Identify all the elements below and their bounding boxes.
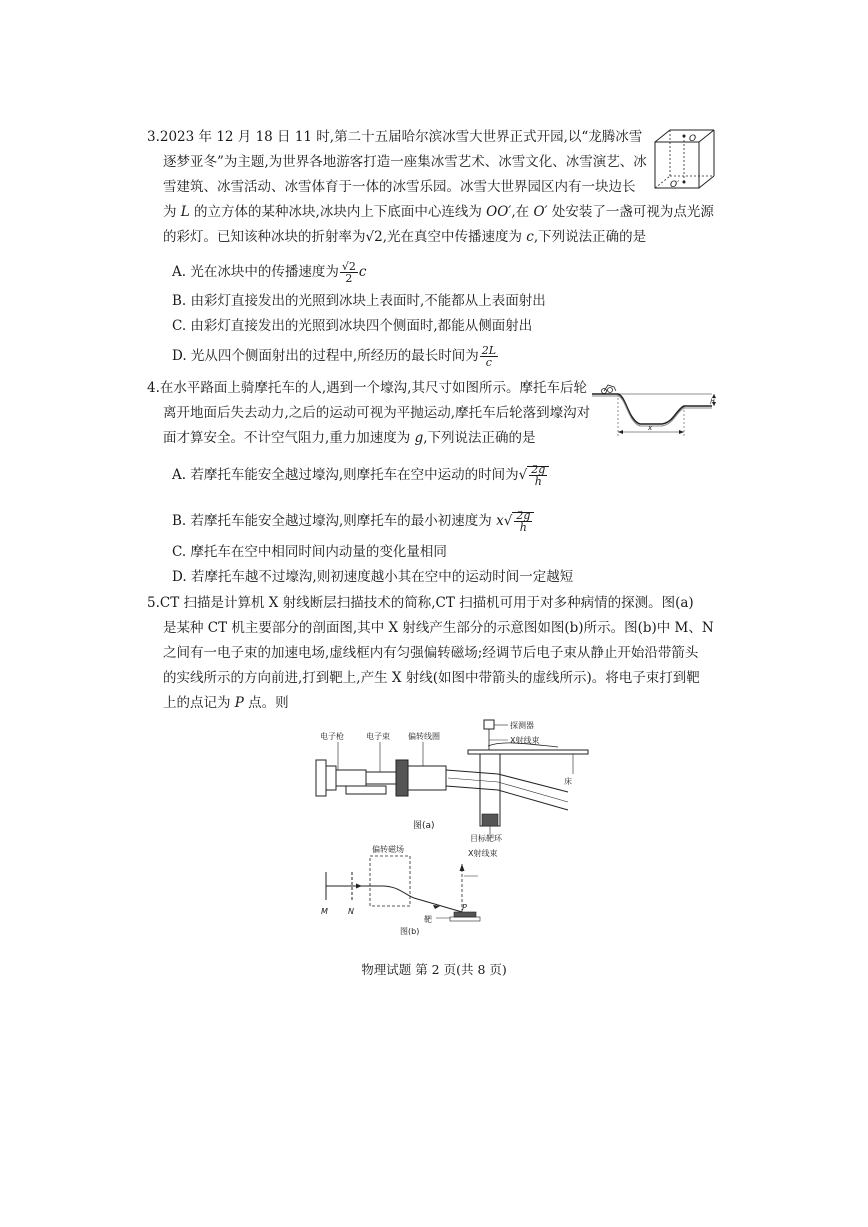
xray-generation-figure — [318, 842, 498, 936]
q3-line-3: 雪建筑、冰雪活动、冰雪体育于一体的冰雪乐园。冰雪大世界园区内有一块边长 — [163, 179, 636, 195]
label-n: N — [348, 907, 354, 916]
q3-line-5: 的彩灯。已知该种冰块的折射率为√2,光在真空中传播速度为 c,下列说法正确的是 — [163, 229, 647, 245]
label-target-ring: 目标靶环 — [470, 834, 502, 843]
q4-line-3: 面才算安全。不计空气阻力,重力加速度为 g,下列说法正确的是 — [163, 430, 536, 446]
q3-line-4: 为 L 的立方体的某种冰块,冰块内上下底面中心连线为 OO′,在 O′ 处安装了一盏可视为点光源 — [163, 204, 714, 220]
label-xray-beam-b: X射线束 — [468, 849, 498, 858]
label-electron-gun: 电子枪 — [320, 732, 344, 741]
label-electron-beam: 电子束 — [366, 732, 390, 741]
label-m: M — [321, 907, 328, 916]
q4-option-c: C. 摩托车在空中相同时间内动量的变化量相同 — [172, 544, 447, 560]
q3-line-1: 3.2023 年 12 月 18 日 11 时,第二十五届哈尔滨冰雪大世界正式开园,以“龙腾冰雪 — [147, 129, 643, 145]
q3-option-b: B. 由彩灯直接发出的光照到冰块上表面时,不能都从上表面射出 — [172, 293, 546, 309]
label-deflection-coil: 偏转线圈 — [408, 732, 440, 741]
cube-label-o-prime: O′ — [670, 180, 680, 190]
ditch-label-h: h — [710, 398, 715, 406]
q3-option-c: C. 由彩灯直接发出的光照到冰块四个侧面时,都能从侧面射出 — [172, 318, 533, 334]
q5-line-5: 上的点记为 P 点。则 — [163, 695, 289, 711]
ct-machine-figure — [298, 714, 588, 842]
q4-option-a: A. 若摩托车能安全越过壕沟,则摩托车在空中运动的时间为√ $\frac{2g}{h}$ — [172, 460, 549, 490]
cube-figure — [650, 124, 720, 194]
figure-b-caption: 图(b) — [400, 927, 420, 936]
figure-a-caption: 图(a) — [413, 821, 435, 831]
q5-line-4: 的实线所示的方向前进,打到靶上,产生 X 射线(如图中带箭头的虚线所示)。将电子束打到靶 — [163, 670, 700, 686]
q3-line-2: 逐梦亚冬”为主题,为世界各地游客打造一座集冰雪艺术、冰雪文化、冰雪演艺、冰 — [163, 154, 647, 170]
cube-label-o: O — [689, 134, 697, 144]
q5-line-3: 之间有一电子束的加速电场,虚线框内有匀强偏转磁场;经调节后电子束从静止开始沿带箭头 — [163, 645, 699, 661]
q4-option-b: B. 若摩托车能安全越过壕沟,则摩托车的最小初速度为 x√ $\frac{2g}{h}$ — [172, 506, 534, 536]
label-target: 靶 — [424, 915, 432, 924]
label-xray-beam-a: X射线束 — [510, 736, 540, 745]
q4-line-2: 离开地面后失去动力,之后的运动可视为平抛运动,摩托车后轮落到壕沟对 — [163, 405, 591, 421]
q5-line-2: 是某种 CT 机主要部分的剖面图,其中 X 射线产生部分的示意图如图(b)所示。图(b)中 M、N — [163, 620, 714, 636]
label-deflection-field: 偏转磁场 — [372, 845, 404, 854]
q3-option-a: A. 光在冰块中的传播速度为 $\frac{√2}{2}$ c — [172, 260, 367, 285]
q4-line-1: 4.在水平路面上骑摩托车的人,遇到一个壕沟,其尺寸如图所示。摩托车后轮 — [147, 380, 587, 396]
q3-option-d: D. 光从四个侧面射出的过程中,所经历的最长时间为 $\frac{2L}{c}$ — [172, 344, 497, 369]
label-p: P — [462, 903, 467, 912]
q5-line-1: 5.CT 扫描是计算机 X 射线断层扫描技术的简称,CT 扫描机可用于对多种病情的探测。图(a) — [147, 595, 694, 611]
page-footer: 物理试题 第 2 页(共 8 页) — [361, 962, 507, 977]
ditch-figure — [590, 380, 720, 442]
label-detector: 探测器 — [510, 721, 534, 730]
label-bed: 床 — [564, 777, 572, 786]
q4-option-d: D. 若摩托车越不过壕沟,则初速度越小其在空中的运动时间一定越短 — [172, 569, 574, 585]
ditch-label-x: x — [648, 424, 653, 432]
